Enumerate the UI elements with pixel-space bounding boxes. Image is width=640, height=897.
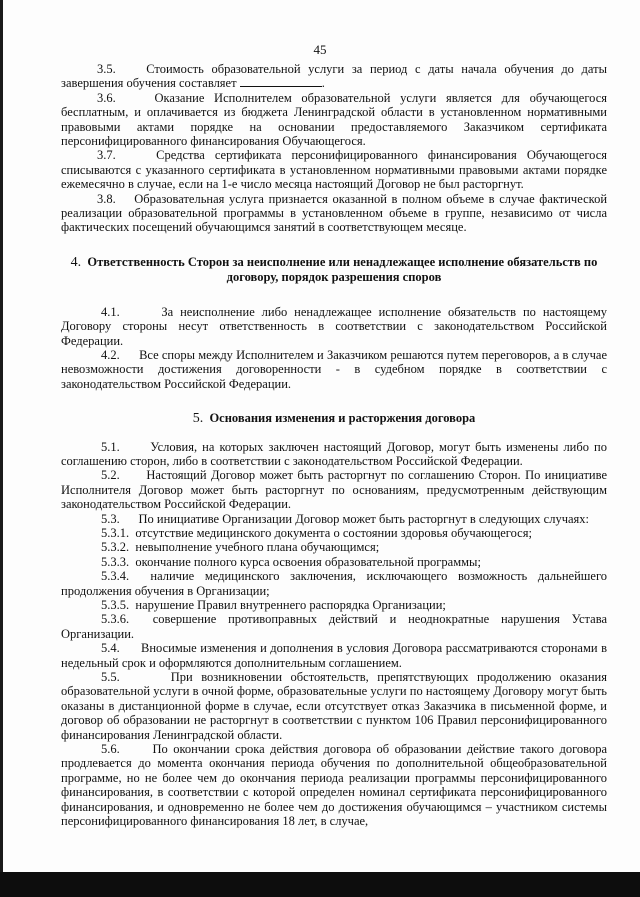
page-number: 45 [313, 42, 327, 57]
clause-4-2: 4.2. Все споры между Исполнителем и Заказчиком решаются путем переговоров, а в случае невозможности достижения договоренности - в судебном порядке в соответствии с законодательством Российской Федерации. [61, 347, 607, 391]
clause-4-1: 4.1. За неисполнение либо ненадлежащее исполнение обязательств по настоящему Договору стороны несут ответственность в соответствии с законодательством Российской Федерации. [61, 304, 607, 348]
clause-5-3-3: 5.3.3. окончание полного курса освоения образовательной программы; [101, 554, 481, 569]
clause-5-5: 5.5. При возникновении обстоятельств, препятствующих продолжению оказания образовательной услуги в очной форме, образовательные услуги по настоящему Договору могут быть оказаны в дистанционной форме в случае, если отсутствует отказ Заказчика в письменной форме, и договор об образовании не расторгнут в соответствии с пунктом 106 Правил персонифицированного финансирования Ленинградской области. [61, 670, 607, 742]
clause-5-1: 5.1. Условия, на которых заключен настоящий Договор, могут быть изменены либо по соглашению сторон, либо в соответствии с законодательством Российской Федерации. [61, 439, 607, 468]
clause-5-2: 5.2. Настоящий Договор может быть расторгнут по соглашению Сторон. По инициативе Исполнителя Договор может быть расторгнут по основаниям, предусмотренным действующим законодательством Российской Федерации. [61, 468, 607, 512]
clause-3-8: 3.8. Образовательная услуга признается оказанной в полном объеме в случае фактической реализации образовательной программы в установленном объеме в группе, независимо от числа фактических посещений обучающимся занятий в соответствующем месяце. [61, 191, 608, 235]
section-5-heading: 5. Основания изменения и расторжения договора [192, 411, 476, 427]
clause-5-3-2: 5.3.2. невыполнение учебного плана обучающимся; [101, 540, 380, 555]
clause-5-3: 5.3. По инициативе Организации Договор может быть расторгнут в следующих случаях: [101, 511, 590, 526]
clause-3-7: 3.7. Средства сертификата персонифицированного финансирования Обучающегося списываются с указанного сертификата в установленном нормативными правовыми актами порядке ежемесячно в случае, если на 1-е число месяца настоящий Договор не был расторгнут. [61, 148, 607, 192]
clause-5-3-6: 5.3.6. совершение противоправных действий и неоднократные нарушения Устава Организации. [61, 612, 607, 641]
blank-field [240, 76, 322, 87]
section-4-heading: 4. Ответственность Сторон за неисполнение или ненадлежащее исполнение обязательств по договору, порядок разрешения споров [70, 254, 598, 285]
clause-5-4: 5.4. Вносимые изменения и дополнения в условия Договора рассматриваются сторонами в недельный срок и оформляются дополнительным соглашением. [61, 641, 608, 670]
scan-bottom-edge [0, 872, 640, 897]
clause-5-3-1: 5.3.1. отсутствие медицинского документа о состоянии здоровья обучающегося; [101, 525, 532, 540]
clause-5-3-5: 5.3.5. нарушение Правил внутреннего распорядка Организации; [101, 598, 446, 612]
clause-5-3-4: 5.3.4. наличие медицинского заключения, исключающего возможность дальнейшего продолжения обучения в Организации; [61, 569, 608, 598]
clause-3-5: 3.5. Стоимость образовательной услуги за период с даты начала обучения до даты завершения обучения составляет . [61, 62, 608, 91]
clause-3-6: 3.6. Оказание Исполнителем образовательной услуги является для обучающегося бесплатным, и оплачивается из бюджета Ленинградской области в установленном нормативными правовыми актами порядке на основании предоставляемого Заказчиком сертификата персонифицированного финансирования Обучающегося. [61, 90, 608, 149]
scan-left-edge [0, 0, 3, 897]
document-body [61, 62, 607, 829]
clause-5-6: 5.6. По окончании срока действия договора об образовании действие такого договора продлевается до момента окончания периода обучения по дополнительной общеобразовательной программе, но не более чем до окончания периода реализации программы персонифицированного финансирования, в соответствии с которой определен номинал сертификата персонифицированного финансирования, и одновременно не более чем до достижения обучающимся – участником системы персонифицированного финансирования 18 лет, в случае, [61, 742, 608, 829]
